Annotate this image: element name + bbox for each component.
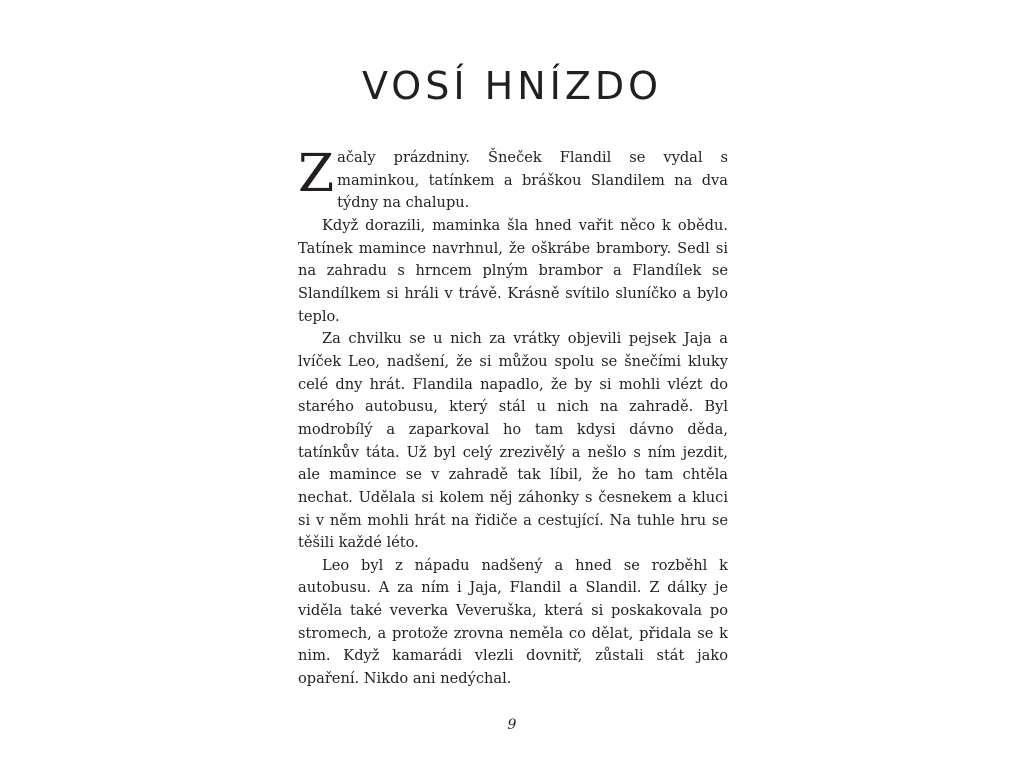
drop-cap: Z (298, 144, 335, 204)
paragraph-3: Za chvilku se u nich za vrátky objevili pejsek Jaja a lvíček Leo, nadšení, že si můžou spolu se šnečími kluky celé dny hrát. Flandila napadlo, že by si mohli vlézt do starého autobusu, který stál u nich na zahradě. Byl modrobílý a zaparkoval ho tam kdysi dávno děda, tatínkův táta. Už byl celý zrezivělý a nešlo s ním jezdit, ale mamince se v zahradě tak líbil, že ho tam chtěla nechat. Udělala si kolem něj záhonky s česnekem a kluci si v něm mohli hrát na řidiče a cestující. Na tuhle hru se těšili každé léto. (298, 330, 728, 552)
page-number: 9 (507, 717, 517, 733)
paragraph-1-text: ačaly prázdniny. Šneček Flandil se vydal s maminkou, tatínkem a bráškou Slandilem na dva týdny na chalupu. (337, 149, 728, 212)
chapter-title: VOSÍ HNÍZDO (361, 64, 663, 108)
body-text (298, 144, 728, 691)
paragraph-4: Leo byl z nápadu nadšený a hned se rozběhl k autobusu. A za ním i Jaja, Flandil a Slandil. Z dálky je viděla také veverka Veveruška, která si poskakovala po stromech, a protože zrovna neměla co dělat, přidala se k nim. Když kamarádi vlezli dovnitř, zůstali stát jako opaření. Nikdo ani nedýchal. (298, 556, 728, 688)
paragraph-2: Když dorazili, maminka šla hned vařit něco k obědu. Tatínek mamince navrhnul, že oškrábe brambory. Sedl si na zahradu s hrncem plným brambor a Flandílek se Slandílkem si hráli v trávě. Krásně svítilo sluníčko a bylo teplo. (298, 216, 728, 325)
paragraph-1 (298, 144, 728, 215)
